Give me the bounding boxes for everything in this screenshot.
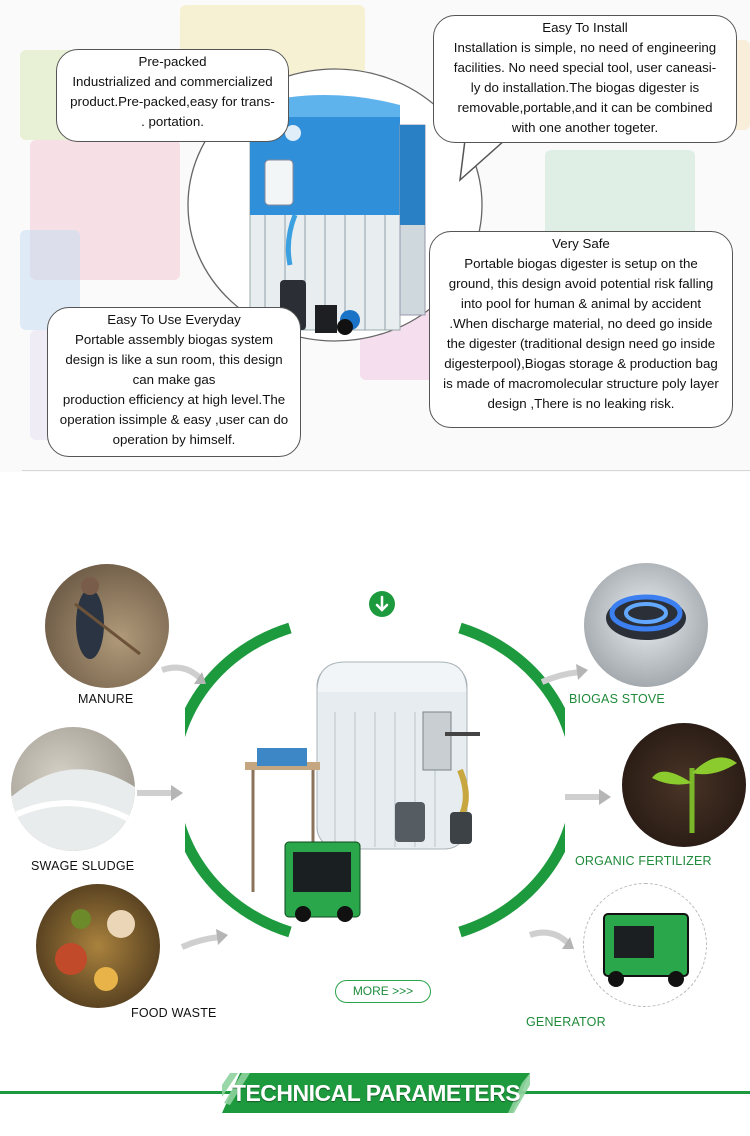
biogas-stove-photo <box>584 563 708 687</box>
arrow-icon <box>563 782 613 812</box>
manure-label: MANURE <box>78 692 134 706</box>
arrow-icon <box>540 660 590 690</box>
section-divider <box>22 470 750 471</box>
arrow-icon <box>528 925 578 955</box>
install-text: Installation is simple, no need of engineering facilities. No need special tool, user caneasi- ly do installation.The biogas digester is removable,portable,and it can be combined with one another togeter. <box>453 40 717 135</box>
safety-bubble <box>429 231 733 428</box>
digester-system-photo <box>245 652 520 927</box>
prepacked-text: Industrialized and commercialized product.Pre-packed,easy for trans- . portation. <box>70 74 275 129</box>
organic-fertilizer-photo <box>622 723 746 847</box>
sludge-label: SWAGE SLUDGE <box>31 859 135 873</box>
organic-fertilizer-label: ORGANIC FERTILIZER <box>575 854 712 868</box>
generator-label: GENERATOR <box>526 1015 606 1029</box>
generator-photo <box>583 883 707 1007</box>
install-title: Easy To Install <box>542 20 628 35</box>
food-waste-label: FOOD WASTE <box>131 1006 217 1020</box>
everyday-title: Easy To Use Everyday <box>107 312 241 327</box>
bubble-tail <box>455 140 515 185</box>
everyday-bubble <box>47 307 301 457</box>
prepacked-title: Pre-packed <box>138 54 207 69</box>
safety-text: Portable biogas digester is setup on the ground, this design avoid potential risk falling into pool for human & animal by accident .When discharge material, no deed go inside the digester (traditional design need go inside digesterpool),Biogas storage & production bag is made of macromolecular structure poly layer design ,There is no leaking risk. <box>443 256 719 411</box>
circle-down-arrow-icon <box>368 590 396 618</box>
food-waste-photo <box>36 884 160 1008</box>
sludge-photo <box>11 727 135 851</box>
arrow-icon <box>135 778 185 808</box>
features-section <box>0 0 750 472</box>
everyday-text: Portable assembly biogas system design is like a sun room, this design can make gas production efficiency at high level.The operation issimple & easy ,user can do operation by himself. <box>59 332 289 447</box>
prepacked-bubble <box>56 49 289 142</box>
arrow-icon <box>180 925 230 955</box>
manure-photo <box>45 564 169 688</box>
biogas-stove-label: BIOGAS STOVE <box>569 692 665 706</box>
arrow-icon <box>160 660 210 690</box>
safety-title: Very Safe <box>552 236 610 251</box>
more-button[interactable]: MORE >>> <box>335 980 431 1003</box>
section-title: TECHNICAL PARAMETERS <box>231 1080 521 1106</box>
bg-tile <box>545 150 695 240</box>
install-bubble <box>433 15 737 143</box>
